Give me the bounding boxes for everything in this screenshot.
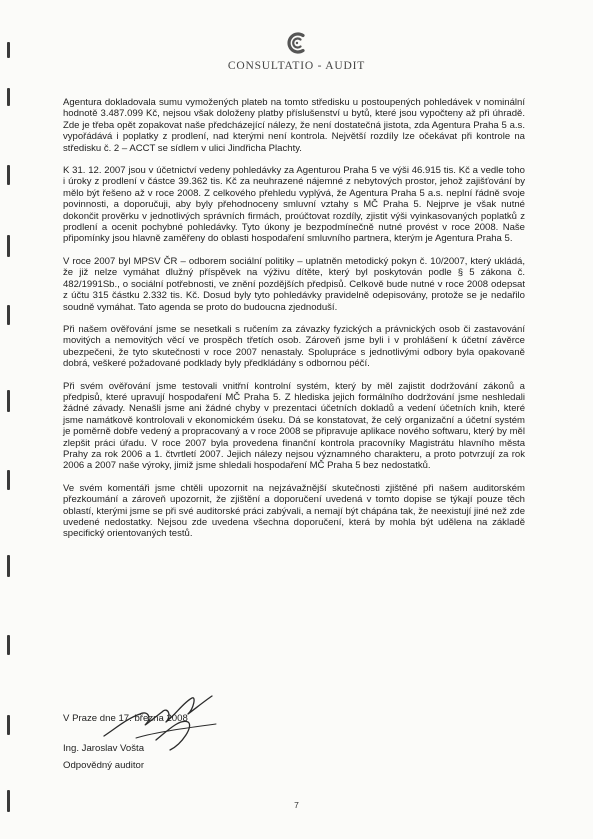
company-name: CONSULTATIO - AUDIT	[227, 60, 366, 72]
binder-mark	[7, 470, 10, 490]
company-logo	[0, 28, 593, 72]
binder-mark	[7, 305, 10, 325]
letter-body	[63, 97, 525, 551]
binder-mark	[7, 235, 10, 257]
signatory-name: Ing. Jaroslav Vošta	[63, 743, 145, 754]
paragraph-internal-control: Při svém ověřování jsme testovali vnitřní kontrolní systém, který by měl zajistit dodržování zákonů a předpisů, které upravují hospodaření MČ Praha 5. Z hlediska jejich formálního dodržování jsme neshledali žádné závady. Nenašli jsme ani žádné chyby v prezentaci účetních dokladů a vedení účetních knih, které jsme namátkově kontrolovali v ekonomickém úseku. Dá se konstatovat, že celý organizační a účetní systém je poměrně dobře vedený a propracovaný a v roce 2008 se připravuje aplikace nového softwaru, který by měl zlepšit práci úřadu. V roce 2007 byla provedena finanční kontrola pracovníky Magistrátu hlavního města Prahy za rok 2006 a 1. čtvrtletí 2007. Jejich nálezy nejsou významného charakteru, a proto potvrzují za rok 2006 a 2007 naše výroky, jimiž jsme shledali hospodaření MČ Praha 5 bez nedostatků.	[63, 380, 525, 472]
consultatio-c-logo-icon	[282, 28, 312, 58]
paragraph-receivables: K 31. 12. 2007 jsou v účetnictví vedeny pohledávky za Agenturou Praha 5 ve výši 46.915 tis. Kč a vedle toho i úroky z prodlení v částce 39.362 tis. Kč za neuhrazené nájemné z nebytových prostor, jehož zajišťování by mělo být řešeno až v roce 2008. Z celkového přehledu vyplývá, že Agentura Praha 5 a.s. neplní řádně svoje povinnosti, a doporučuji, aby byly přehodnoceny smluvní vztahy s MČ Praha 5. Nejprve je však nutné dokončit prověrku v jednotlivých správních firmách, proúčtovat rozdíly, zjistit výši vyinkasovaných poplatků z prodlení a ocenit pochybné pohledávky. Tyto úkony je bezpodmínečně nutné provést v roce 2008. Naše připomínky jsou hlavně zaměřeny do oblasti hospodaření smluvního partnera, kterým je Agentura Praha 5.	[63, 165, 525, 245]
binder-mark	[7, 555, 10, 577]
binder-mark	[7, 88, 10, 106]
paragraph-guarantees: Při našem ověřování jsme se nesetkali s ručením za závazky fyzických a právnických osob či zastavování movitých a nemovitých věcí ve prospěch třetích osob. Zároveň jsme byli i v prohlášení k účetní závěrce ubezpečeni, že tyto skutečnosti v roce 2007 nenastaly. Spolupráce s jednotlivými odbory byla opakovaně dobrá, veškeré požadované podklady byly předkládány s odbornou péčí.	[63, 323, 525, 370]
binder-mark	[7, 165, 10, 185]
signatory-role: Odpovědný auditor	[63, 760, 145, 771]
paragraph-commentary: Ve svém komentáři jsme chtěli upozornit na nejzávažnější skutečnosti zjištěné při našem auditorském přezkoumání a zároveň upozornit, že zjištění a doporučení uvedená v tomto dopise se týkají pouze těch oblastí, kterými jsme se při své auditorské práci zabývali, a nemají být chápána tak, že neexistují jiné než zde uvedené nedostatky. Nejsou zde uvedena všechna doporučení, která by mohla být udělena na základě specifický orientovaných testů.	[63, 482, 525, 540]
place-date: V Praze dne 17. března 2008	[63, 713, 188, 724]
paragraph-mpsv: V roce 2007 byl MPSV ČR – odborem sociální politiky – uplatněn metodický pokyn č. 10/2007, který ukládá, že již nelze vymáhat dlužný příspěvek na výživu dítěte, který byl poskytován podle § 5 zákona č. 482/1991Sb., o sociální potřebnosti, ve znění pozdějších předpisů. Celkově bude nutné v roce 2008 odepsat z účtu 315 částku 2.332 tis. Kč. Dosud byly tyto pohledávky pravidelně odepisovány, protože se je nedařilo soudně vymáhat. Tato agenda se proto do budoucna zjednoduší.	[63, 255, 525, 313]
binder-mark	[7, 635, 10, 655]
paragraph-collections: Agentura dokladovala sumu vymožených plateb na tomto středisku u postoupených pohledávek v nominální hodnotě 3.487.099 Kč, nejsou však doloženy platby příslušenství u bytů, které jsou vypočteny až při úhradě. Zde je třeba opět zopakovat naše předcházející nálezy, že není dostatečná jistota, zda Agentura Praha 5 a.s. vypořádává i poplatky z prodlení, nad kterými není kontrola. Největší rozdíly lze očekávat při kontrole na středisku č. 2 – ACCT se sídlem v ulici Jindřicha Plachty.	[63, 97, 525, 154]
binder-mark	[7, 715, 10, 735]
closing-block	[63, 710, 363, 774]
page-number: 7	[294, 800, 299, 810]
binder-mark	[7, 390, 10, 412]
binder-holes	[0, 0, 22, 839]
